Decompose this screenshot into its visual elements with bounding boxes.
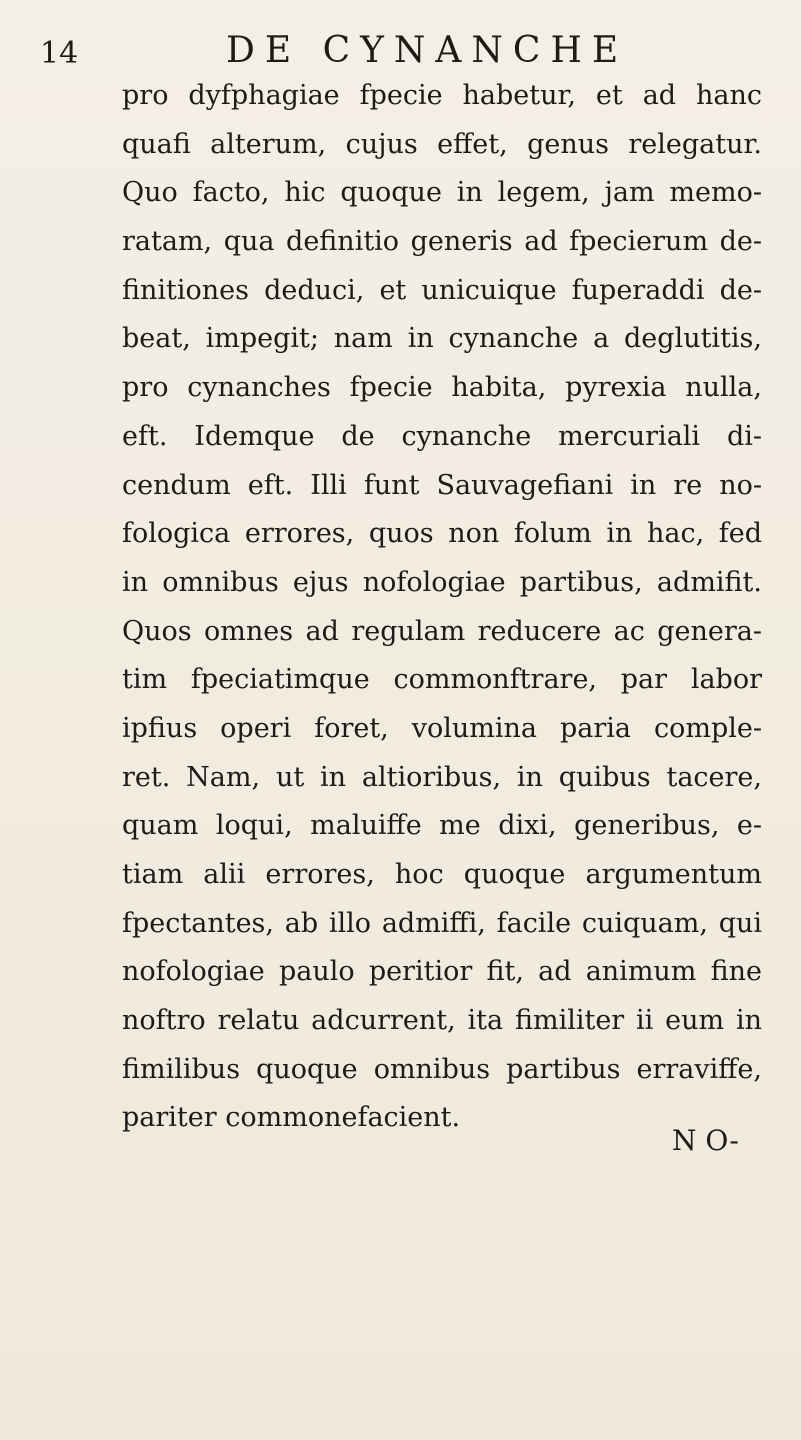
- text-line: tim fpeciatimque commonftrare, par labor: [122, 664, 762, 696]
- text-line: quam loqui, maluiffe me dixi, generibus, e-: [122, 810, 762, 842]
- text-line: Quo facto, hic quoque in legem, jam memo-: [122, 177, 762, 209]
- body-text: [122, 72, 762, 1143]
- text-line: finitiones deduci, et unicuique fuperaddi de-: [122, 274, 762, 306]
- text-line: eft. Idemque de cynanche mercuriali di-: [122, 420, 762, 452]
- text-line: ipfius operi foret, volumina paria comple-: [122, 712, 762, 744]
- text-line: pariter commonefacient.: [122, 1102, 461, 1134]
- page-number: 14: [40, 36, 79, 71]
- running-head: DE CYNANCHE: [226, 30, 629, 71]
- text-line: fologica errores, quos non folum in hac, fed: [122, 518, 762, 550]
- text-line: ret. Nam, ut in altioribus, in quibus tacere,: [122, 761, 762, 793]
- text-line: fimilibus quoque omnibus partibus erraviffe,: [122, 1053, 762, 1085]
- text-line: pro cynanches fpecie habita, pyrexia nulla,: [122, 372, 762, 404]
- page-header: [0, 30, 801, 74]
- text-line: ratam, qua definitio generis ad fpecierum de-: [122, 226, 762, 258]
- text-line: pro dyfphagiae fpecie habetur, et ad hanc: [122, 80, 762, 111]
- text-line: quafi alterum, cujus effet, genus relegatur.: [122, 128, 762, 160]
- text-line: cendum eft. Illi funt Sauvagefiani in re no-: [122, 469, 762, 501]
- text-line: tiam alii errores, hoc quoque argumentum: [122, 859, 762, 890]
- text-line: fpectantes, ab illo admiffi, facile cuiquam, qui: [122, 907, 762, 939]
- catchword: N O-: [672, 1124, 739, 1157]
- text-line: Quos omnes ad regulam reducere ac genera-: [122, 615, 762, 647]
- text-line: beat, impegit; nam in cynanche a deglutitis,: [122, 323, 762, 355]
- text-line: in omnibus ejus nofologiae partibus, admifit.: [122, 566, 762, 598]
- text-line: nofologiae paulo peritior fit, ad animum fine: [122, 956, 762, 988]
- text-line: noftro relatu adcurrent, ita fimiliter ii eum in: [122, 1005, 762, 1037]
